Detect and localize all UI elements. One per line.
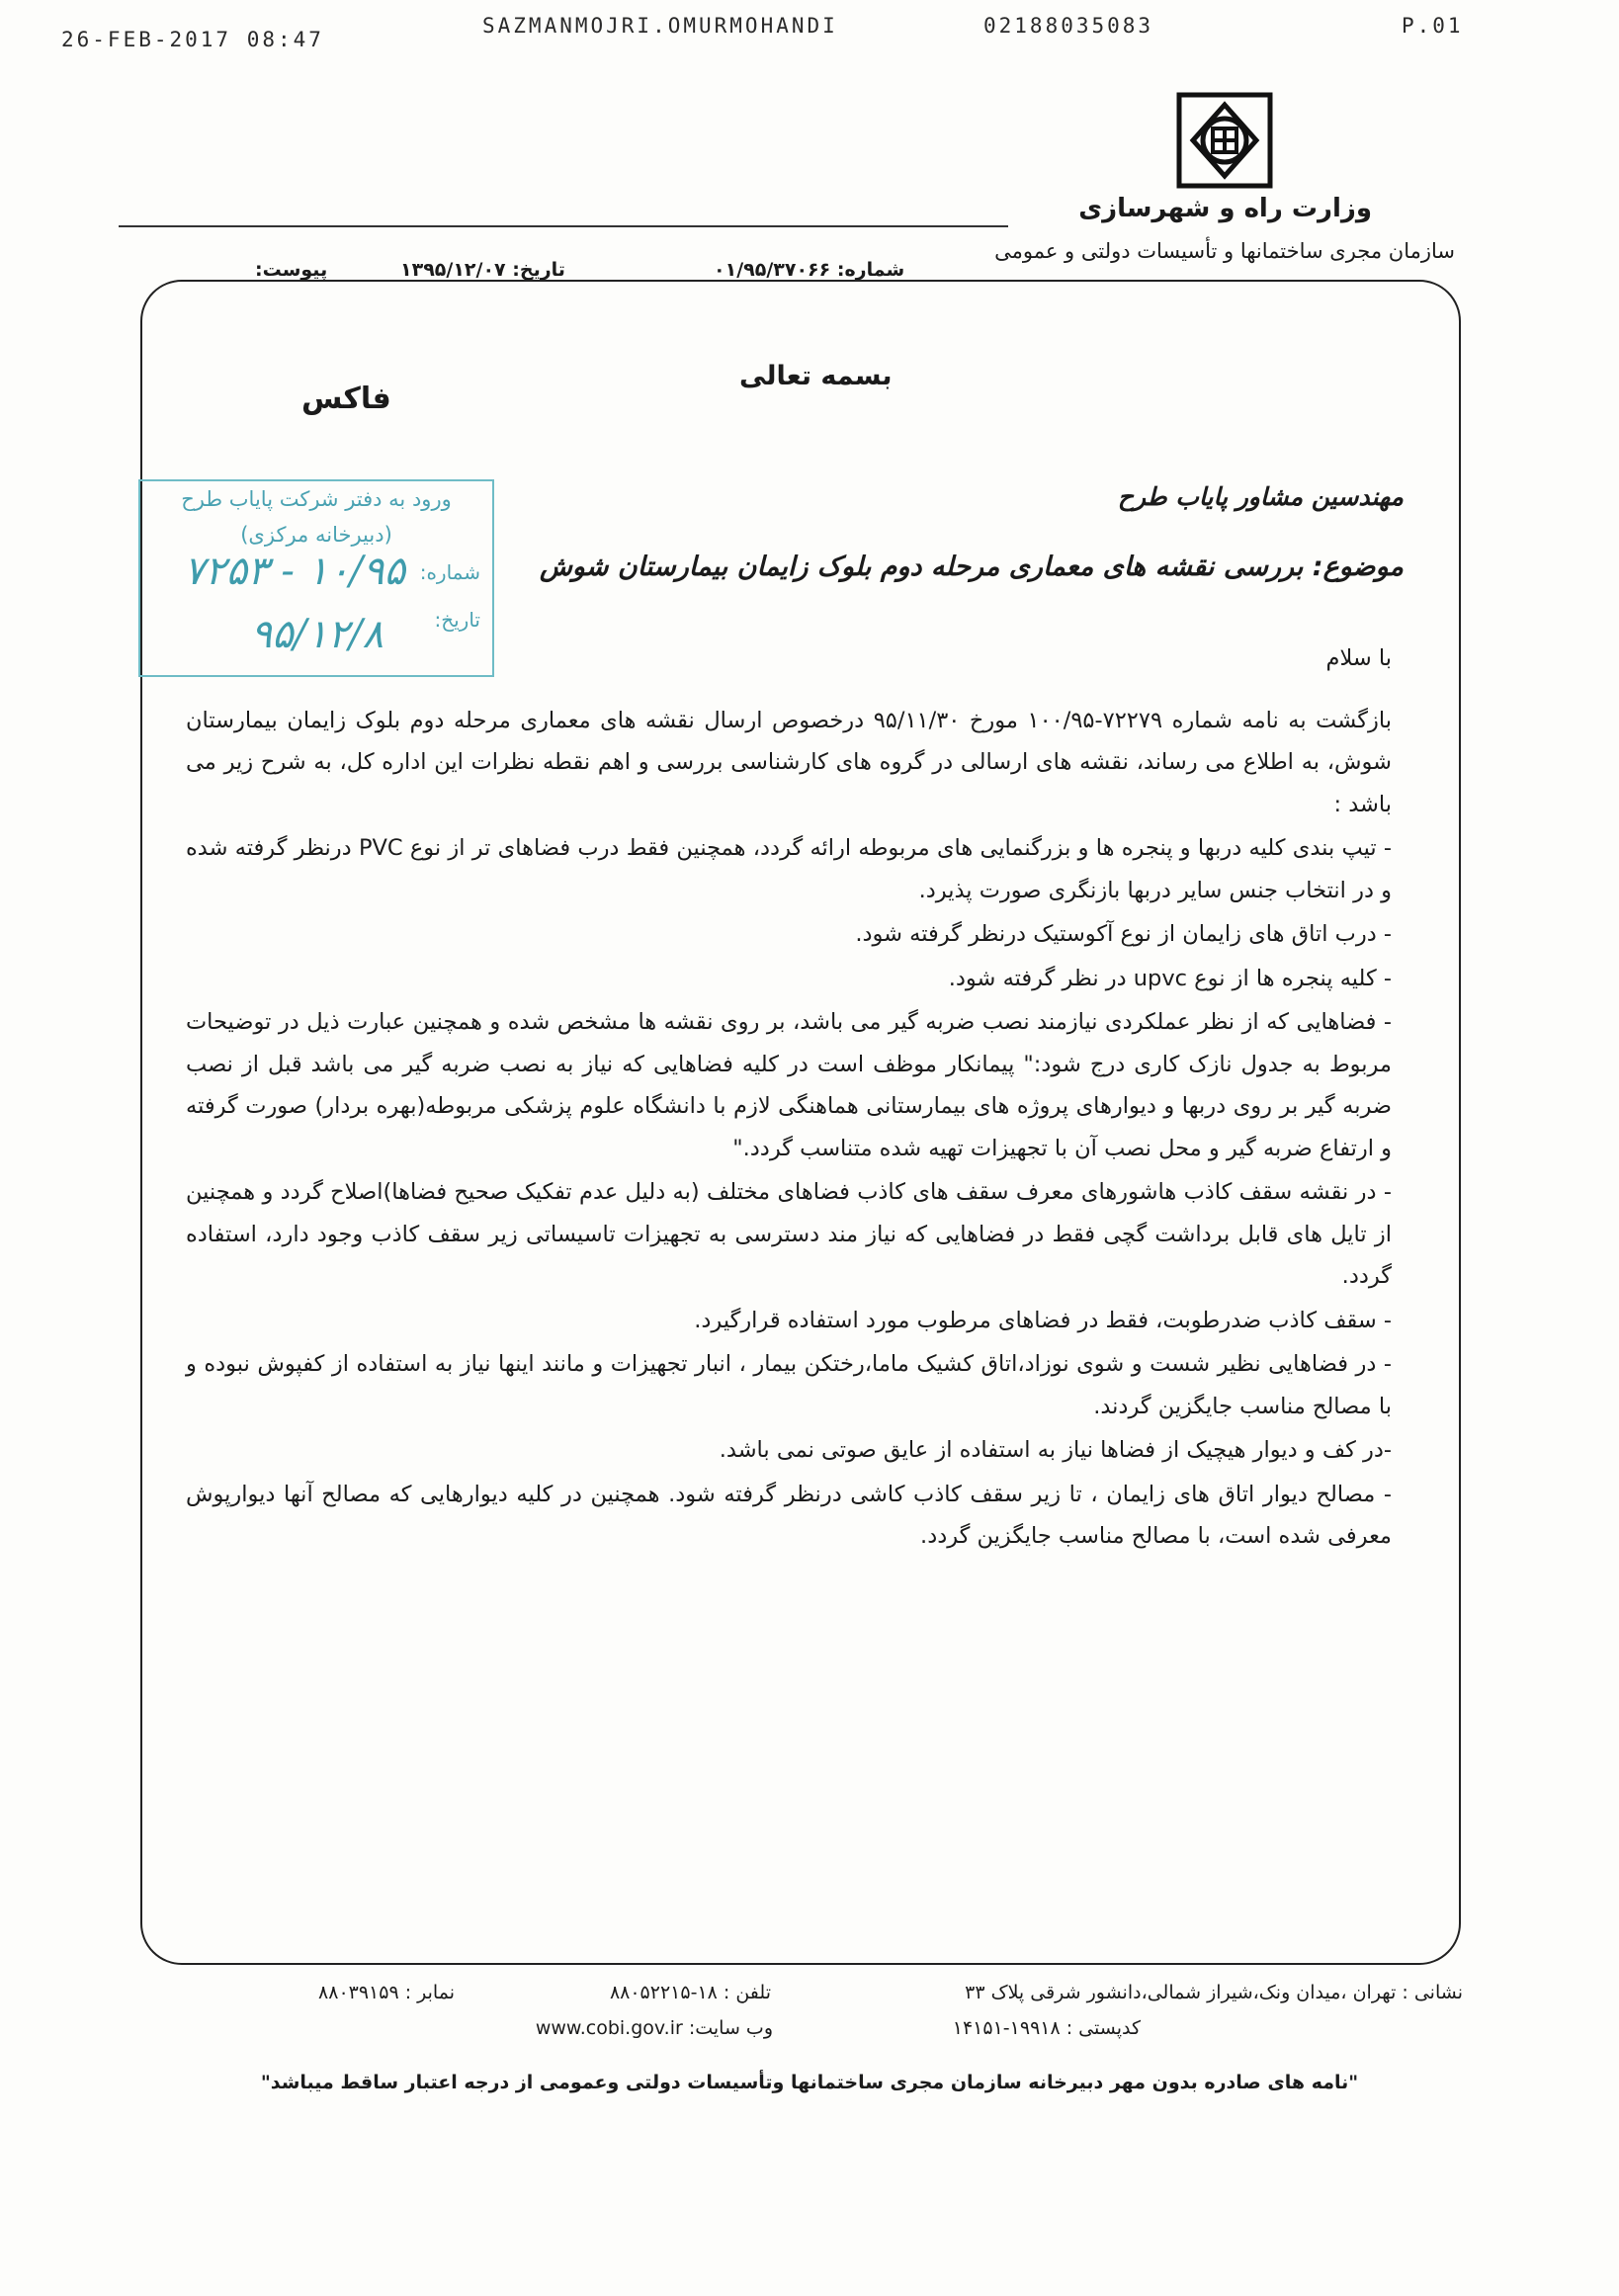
list-item: - مصالح دیوار اتاق های زایمان ، تا زیر سقف کاذب کاشی درنظر گرفته شود. همچنین در کلیه دیوارهایی که مصالح آنها دیوارپوش معرفی شده است، با مصالح مناسب جایگزین گردد. bbox=[186, 1481, 1392, 1549]
header-divider bbox=[119, 225, 1008, 227]
fax-sender-id: SAZMANMOJRI.OMURMOHANDI bbox=[482, 14, 838, 38]
fax-page-number: P.01 bbox=[1402, 14, 1464, 38]
stamp-title: ورود به دفتر شرکت پایاب طرح bbox=[181, 487, 452, 511]
list-item: -در کف و دیوار هیچیک از فضاها نیاز به استفاده از عایق صوتی نمی باشد. bbox=[719, 1437, 1392, 1463]
stamp-number-label: شماره: bbox=[419, 560, 480, 584]
list-item: - در نقشه سقف کاذب هاشورهای معرف سقف های کاذب فضاهای مختلف (به دلیل عدم تفکیک صحیح فضاها)اصلاح گردد و همچنین از تایل های قابل برداشت گچی فقط در فضاهایی که نیاز مند دسترسی به تجهیزات تاسیساتی زیر سقف کاذب وجود دارد، استفاده گردد. bbox=[186, 1179, 1392, 1289]
fax-transmission-header bbox=[0, 8, 1619, 51]
stamp-handwritten-date: ۹۵/۱۲/۸ bbox=[250, 612, 383, 657]
salutation-heading: بسمه تعالی bbox=[739, 361, 893, 391]
validity-notice: "نامه های صادره بدون مهر دبیرخانه سازمان مجری ساختمانها وتأسیسات دولتی وعمومی از درجه اعتبار ساقط میباشد" bbox=[260, 2072, 1359, 2093]
letter-number: شماره: ۰۱/۹۵/۳۷۰۶۶ bbox=[714, 259, 905, 281]
fax-number: نمابر : ۸۸۰۳۹۱۵۹ bbox=[318, 1982, 455, 2003]
list-item: - فضاهایی که از نظر عملکردی نیازمند نصب ضربه گیر می باشد، بر روی نقشه ها مشخص شده و همچنین عبارت ذیل در توضیحات مربوط به جدول نازک کاری درج شود:" پیمانکار موظف است در کلیه فضاهایی که نیاز به نصب ضربه گیر می باشد قبل از نصب ضربه گیر بر روی دربها و دیوارهای پروژه های بیمارستانی هماهنگی لازم با دانشگاه علوم پزشکی مربوطه(بهره بردار) صورت گرفته و ارتفاع ضربه گیر و محل نصب آن با تجهیزات تهیه شده متناسب گردد." bbox=[186, 1009, 1392, 1161]
greeting: با سلام bbox=[1325, 645, 1392, 671]
stamp-subtitle: (دبیرخانه مرکزی) bbox=[240, 523, 392, 547]
letter-body bbox=[186, 638, 1392, 1558]
document-type: فاکس bbox=[301, 382, 391, 416]
intro-paragraph: بازگشت به نامه شماره ۷۲۲۷۹-۱۰۰/۹۵ مورخ ۹۵/۱۱/۳۰ درخصوص ارسال نقشه های معماری مرحله دوم بلوک زایمان بیمارستان شوش، به اطلاع می رساند، نقشه های ارسالی در گروه های کارشناسی بررسی و اهم نقطه نظرات این اداره کل، به شرح زیر می باشد : bbox=[186, 707, 1392, 817]
address-line: نشانی : تهران ،میدان ونک،شیراز شمالی،دانشور شرقی پلاک ۳۳ bbox=[965, 1982, 1463, 2003]
fax-phone-number: 02188035083 bbox=[983, 14, 1154, 38]
postal-code: کدپستی : ۱۹۹۱۸-۱۴۱۵۱ bbox=[952, 2017, 1141, 2039]
letter-date: تاریخ: ۱۳۹۵/۱۲/۰۷ bbox=[400, 259, 565, 281]
ministry-emblem-icon bbox=[1174, 91, 1275, 190]
ministry-name: وزارت راه و شهرسازی bbox=[1078, 194, 1372, 223]
list-item: - درب اتاق های زایمان از نوع آکوستیک درنظر گرفته شود. bbox=[855, 921, 1392, 947]
attachment-label: پیوست: bbox=[255, 259, 328, 281]
recipient: مهندسین مشاور پایاب طرح bbox=[1117, 482, 1404, 511]
list-item: - تیپ بندی کلیه دربها و پنجره ها و بزرگنمایی های مربوطه ارائه گردد، همچنین فقط درب فضاهای تر از نوع PVC درنظر گرفته شده و در انتخاب جنس سایر دربها بازنگری صورت پذیرد. bbox=[186, 835, 1392, 903]
organization-name: سازمان مجری ساختمانها و تأسیسات دولتی و عمومی bbox=[994, 239, 1455, 263]
stamp-date-label: تاریخ: bbox=[434, 608, 480, 632]
website: وب سایت: www.cobi.gov.ir bbox=[535, 2017, 773, 2039]
list-item: - کلیه پنجره ها از نوع upvc در نظر گرفته شود. bbox=[948, 965, 1392, 991]
list-item: - سقف کاذب ضدرطوبت، فقط در فضاهای مرطوب مورد استفاده قرارگیرد. bbox=[694, 1307, 1392, 1333]
subject-line: موضوع: بررسی نقشه های معماری مرحله دوم بلوک زایمان بیمارستان شوش bbox=[539, 552, 1404, 582]
fax-date-time: 26-FEB-2017 08:47 bbox=[61, 28, 324, 51]
phone-number: تلفن : ۱۸-۸۸۰۵۲۲۱۵ bbox=[609, 1982, 771, 2003]
stamp-handwritten-number: ۱۰/۹۵ - ۷۲۵۳ bbox=[183, 549, 405, 594]
list-item: - در فضاهایی نظیر شست و شوی نوزاد،اتاق کشیک ماما،رختکن بیمار ، انبار تجهیزات و مانند اینها نیاز به استفاده از کفپوش نبوده و با مصالح مناسب جایگزین گردند. bbox=[186, 1351, 1392, 1419]
